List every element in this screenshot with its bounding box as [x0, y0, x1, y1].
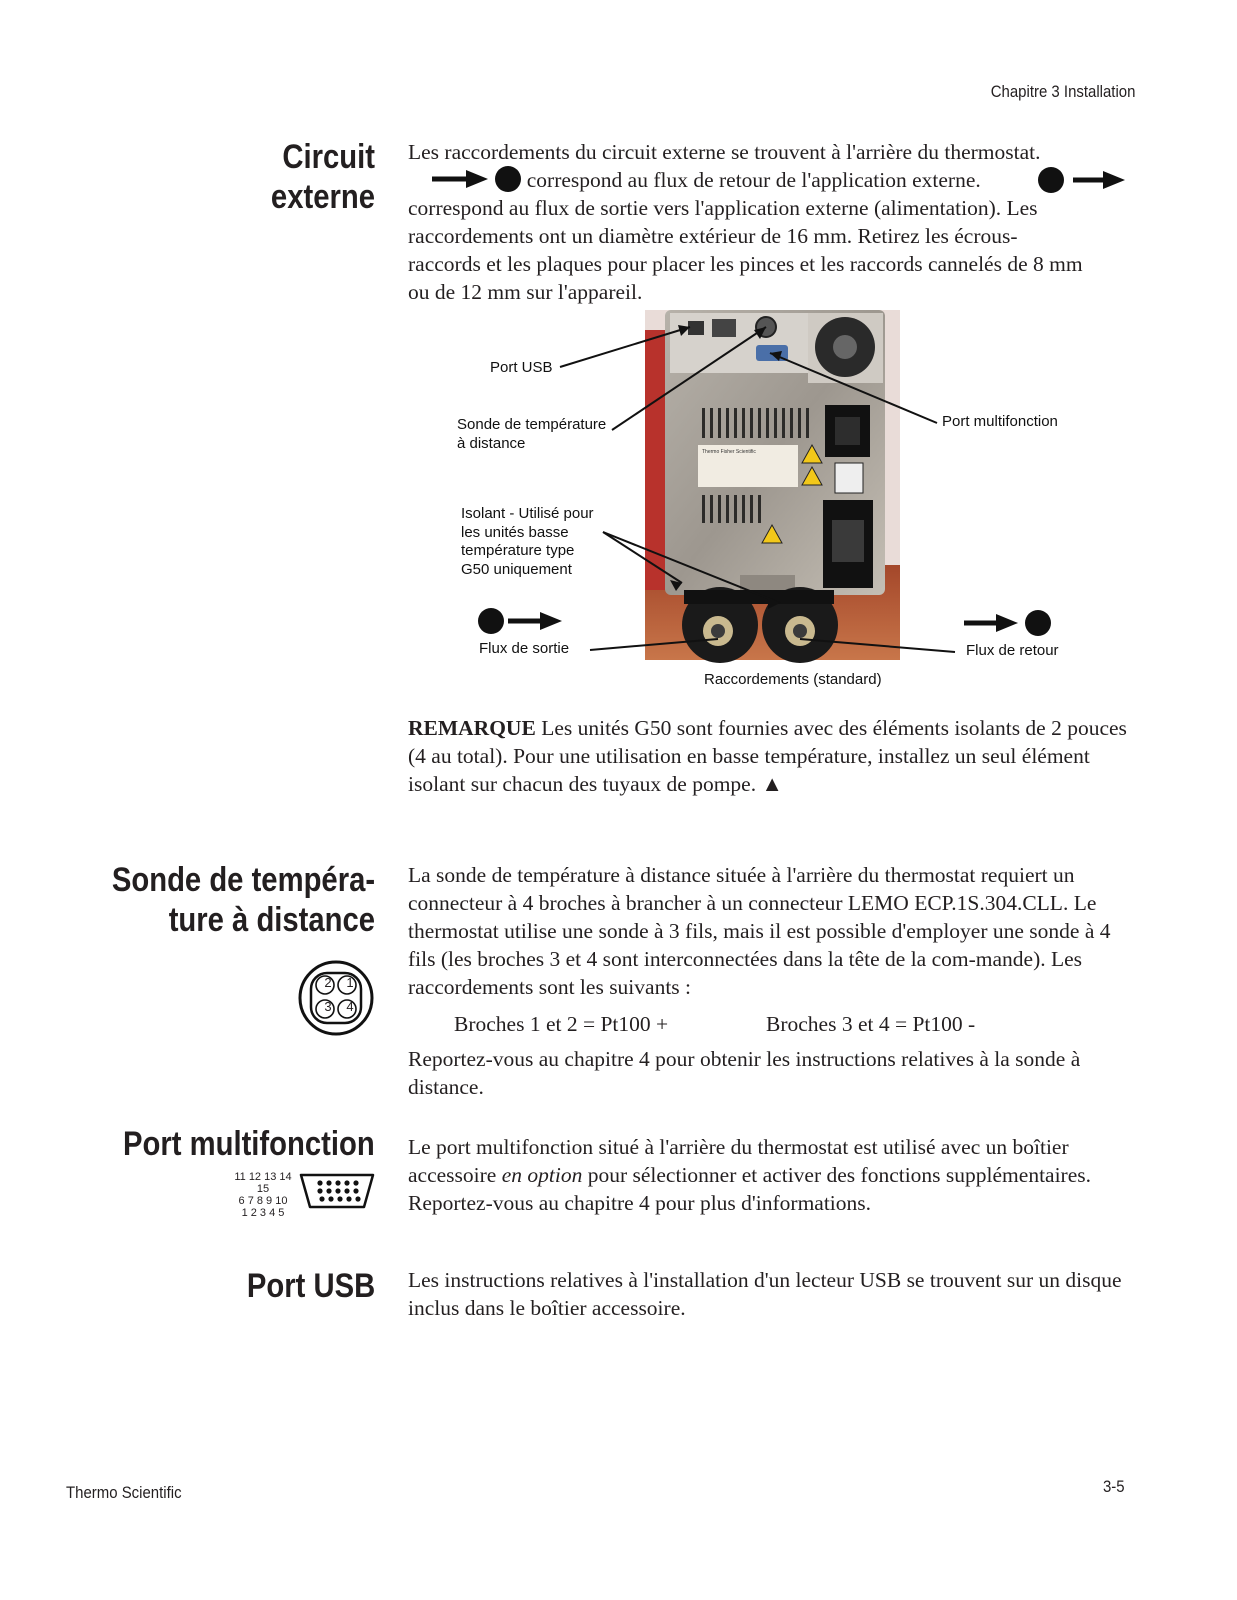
pins-negative: Broches 3 et 4 = Pt100 - — [766, 1012, 976, 1036]
pins-positive: Broches 1 et 2 = Pt100 + — [454, 1012, 669, 1036]
note-label: REMARQUE — [408, 716, 536, 740]
callout-multifunction: Port multifonction — [942, 413, 1058, 430]
pin-label: 1 — [346, 975, 354, 990]
multifunction-paragraph: Le port multifonction situé à l'arrière du thermostat est utilisé avec un boîtier accessoire en option pour sélectionner et activer des fonctions supplémentaires. Reportez-vous au chapitre 4 pour plus d'informations. — [408, 1135, 1092, 1215]
circuit-line1: Les raccordements du circuit externe se trouvent à l'arrière du thermostat. — [408, 140, 1041, 164]
callout-insulator: Isolant - Utilisé pour les unités basse température type G50 uniquement — [461, 505, 594, 578]
callout-probe: Sonde de température à distance — [457, 416, 607, 452]
db15-pin-numbers: 11 12 13 14 15 6 7 8 9 10 1 2 3 4 5 — [234, 1171, 292, 1219]
circuit-return-line: correspond au flux de retour de l'application externe. — [408, 166, 1133, 194]
probe-paragraph: La sonde de température à distance située à l'arrière du thermostat requiert un connecteur à 4 broches à brancher à un connecteur LEMO ECP.1S.304.CLL. Le thermostat utilise une sonde à 3 fils, mais il est possible d'employer une sonde à 4 fils (les broches 3 et 4 sont interconnectées dans la tête de la com-mande). Les raccordements sont les suivants : Broches 1 et 2 = Pt100 + Broches 3 et 4 = Pt100 - Reportez-vous au chapitre 4 pour obtenir les instructions relatives à la sonde à distance. — [408, 861, 1133, 1101]
outflow-symbol — [1038, 167, 1127, 195]
pin-assignments — [454, 1010, 1133, 1038]
section-title-usb: Port USB — [246, 1267, 375, 1305]
note-text: Les unités G50 sont fournies avec des éléments isolants de 2 pouces (4 au total). Pour une utilisation en basse température, installez un seul élément isolant sur chacun des tuyaux de pompe. ▲ — [408, 716, 1127, 796]
circuit-rest: correspond au flux de sortie vers l'application externe (alimentation). Les raccordements ont un diamètre extérieur de 16 mm. Retirez les écrous-raccords et les plaques pour placer les pinces et les raccords cannelés de 8 mm ou de 12 mm sur l'appareil. — [408, 196, 1083, 304]
usb-paragraph: Les instructions relatives à l'installation d'un lecteur USB se trouvent sur un disque inclus dans le boîtier accessoire. — [408, 1268, 1122, 1320]
circuit-paragraph — [408, 138, 1133, 306]
pin-label: 4 — [346, 999, 354, 1014]
optional-emphasis: en option — [501, 1163, 583, 1187]
outflow-dot-icon — [1038, 167, 1064, 193]
callout-usb: Port USB — [490, 359, 553, 376]
running-header: Chapitre 3 Installation — [990, 82, 1135, 101]
callout-return: Flux de retour — [966, 642, 1059, 659]
db15-connector-icon — [298, 1171, 376, 1211]
connections-figure — [440, 305, 1140, 700]
footer-brand: Thermo Scientific — [66, 1483, 182, 1502]
return-dot-icon — [495, 166, 521, 192]
pin-label: 3 — [324, 999, 332, 1014]
note-paragraph — [408, 714, 1133, 798]
section-title-circuit: Circuit externe — [270, 138, 375, 216]
section-title-multifunction: Port multifonction — [123, 1125, 375, 1163]
unit-label-text: Thermo Fisher Scientific — [702, 449, 756, 455]
callout-outflow: Flux de sortie — [479, 640, 570, 657]
arrow-right-icon — [1069, 169, 1127, 191]
arrow-right-icon — [430, 168, 490, 190]
page-number: 3-5 — [1103, 1477, 1125, 1496]
figure-caption: Raccordements (standard) — [704, 671, 882, 688]
pin-label: 2 — [324, 975, 332, 990]
lemo-connector-icon — [297, 959, 375, 1037]
section-title-probe: Sonde de tempéra- ture à distance — [111, 861, 375, 939]
